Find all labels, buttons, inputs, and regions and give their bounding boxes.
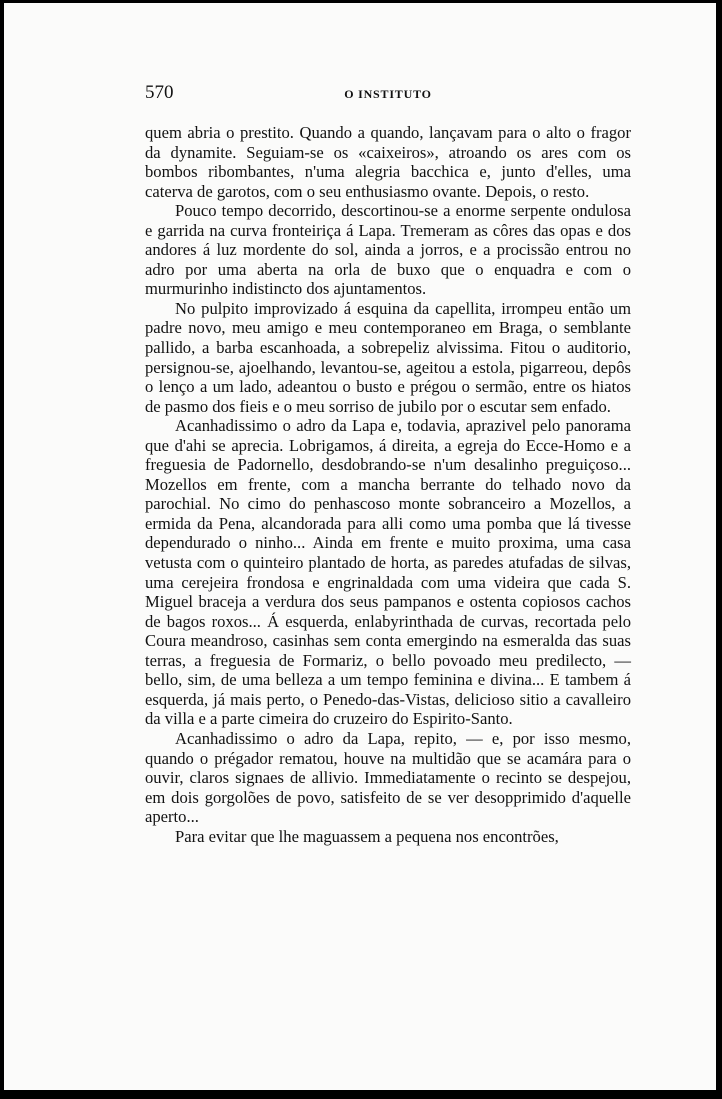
book-page [4, 3, 716, 1090]
page-header [145, 82, 631, 104]
paragraph-3: No pulpito improvizado á esquina da capellita, irrompeu então um padre novo, meu amigo e meu contemporaneo em Braga, o semblante pallido, a barba escanhoada, a sobrepeliz alvissima. Fitou o auditorio, persignou-se, ajoelhando, levantou-se, ageitou a estola, pigarreou, depôs o lenço a um lado, adeantou o busto e prégou o sermão, entre os hiatos de pasmo dos fieis e o meu sorriso de jubilo por o escutar sem enfado. [145, 298, 631, 416]
paragraph-6: Para evitar que lhe maguassem a pequena nos encontrões, [175, 826, 559, 846]
paragraph-5: Acanhadissimo o adro da Lapa, repito, — e, por isso mesmo, quando o prégador rematou, houve na multidão que se acamára para o ouvir, claros signaes de allivio. Immediatamente o recinto se despejou, em dois gorgolões de povo, satisfeito de se ver desopprimido d'aquelle aperto... [145, 728, 631, 827]
paragraph-1: quem abria o prestito. Quando a quando, lançavam para o alto o fragor da dynamite. Seguiam-se os «caixeiros», atroando os ares com os bombos ribombantes, n'uma alegria bacchica e, junto d'elles, uma caterva de garotos, com o seu enthusiasmo ovante. Depois, o resto. [145, 123, 631, 201]
paragraph-4: Acanhadissimo o adro da Lapa e, todavia, aprazivel pelo panorama que d'ahi se aprecia. Lobrigamos, á direita, a egreja do Ecce-Homo e a freguesia de Padornello, desdobrando-se n'um desalinho preguiçoso... Mozellos em frente, com a mancha berrante do telhado novo da parochial. No cimo do penhascoso monte sobranceiro a Mozellos, a ermida da Pena, alcandorada para alli como uma pomba que lá tivesse dependurado o ninho... Ainda em frente e muito proxima, uma casa vetusta com o quinteiro plantado de horta, as paredes atufadas de silvas, uma cerejeira frondosa e engrinaldada com uma videira que cada S. Miguel braceja a verdura dos seus pampanos e ostenta copiosos cachos de bagos roxos... Á esquerda, enlabyrinthada de curvas, recortada pelo Coura meandroso, casinhas sem conta emergindo na esmeralda das suas terras, a freguesia de Formariz, o bello povoado meu predilecto, — bello, sim, de uma belleza a um tempo feminina e divina... E tambem á esquerda, já mais perto, o Penedo-das-Vistas, delicioso sitio a cavalleiro da villa e a parte cimeira do cruzeiro do Espirito-Santo. [145, 416, 631, 729]
paragraph-2: Pouco tempo decorrido, descortinou-se a enorme serpente ondulosa e garrida na curva fronteiriça á Lapa. Tremeram as côres das opas e dos andores á luz mordente do sol, ainda a jorros, e a procissão entrou no adro por uma aberta na orla de buxo que o enquadra e com o murmurinho indistincto dos ajuntamentos. [145, 201, 631, 299]
running-title: O INSTITUTO [344, 87, 432, 101]
page-number: 570 [145, 82, 174, 103]
body-text [145, 123, 631, 846]
